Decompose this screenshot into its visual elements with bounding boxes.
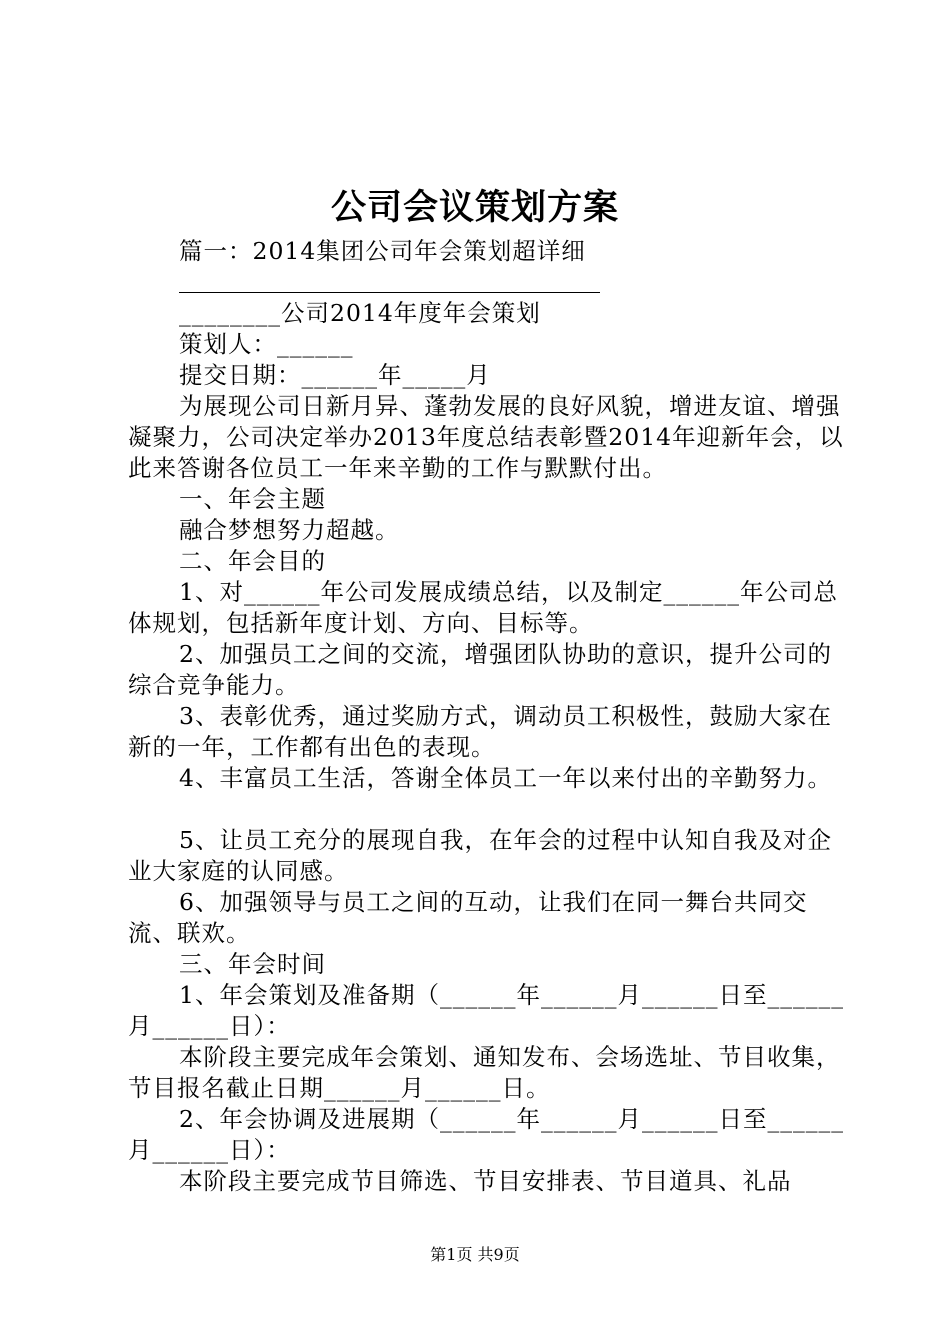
purpose-item-6: 6、加强领导与员工之间的互动，让我们在同一舞台共同交流、联欢。: [128, 888, 808, 947]
document-title: 公司会议策划方案: [330, 187, 619, 228]
section-heading-purpose: 二、年会目的: [179, 547, 326, 575]
purpose-item-3: 3、表彰优秀，通过奖励方式，调动员工积极性，鼓励大家在新的一年，工作都有出色的表现。: [128, 702, 832, 761]
purpose-item-2: 2、加强员工之间的交流，增强团队协助的意识，提升公司的综合竞争能力。: [128, 640, 832, 699]
paragraph-submit-date: 提交日期：______年_____月: [179, 361, 491, 389]
time-item-2-detail: 本阶段主要完成节目筛选、节目安排表、节目道具、礼品: [179, 1167, 792, 1195]
purpose-item-5: 5、让员工充分的展现自我，在年会的过程中认知自我及对企业大家庭的认同感。: [128, 826, 832, 885]
paragraph-subtitle: 篇一：2014集团公司年会策划超详细: [179, 237, 586, 265]
time-item-1-detail: 本阶段主要完成年会策划、通知发布、会场选址、节目收集，节目报名截止日期______月______日。: [128, 1043, 841, 1102]
page-number: 第1页 共9页: [430, 1245, 520, 1264]
paragraph-theme: 融合梦想努力超越。: [179, 516, 400, 544]
document-body: [128, 236, 848, 1197]
paragraph-planner: 策划人：______: [179, 330, 354, 358]
time-item-2: 2、年会协调及进展期（______年______月______日至______月______日）：: [128, 1105, 844, 1164]
time-item-1: 1、年会策划及准备期（______年______月______日至______月______日）：: [128, 981, 844, 1040]
purpose-item-1: 1、对______年公司发展成绩总结，以及制定______年公司总体规划，包括新年度计划、方向、目标等。: [128, 578, 838, 637]
purpose-item-4: 4、丰富员工生活，答谢全体员工一年以来付出的辛勤努力。: [179, 764, 832, 792]
paragraph-intro: 为展现公司日新月异、蓬勃发展的良好风貌，增进友谊、增强凝聚力，公司决定举办2013年度总结表彰暨2014年迎新年会，以此来答谢各位员工一年来辛勤的工作与默默付出。: [128, 392, 844, 482]
section-heading-theme: 一、年会主题: [179, 485, 326, 513]
paragraph-blank-line: [128, 794, 848, 825]
paragraph-plan-name: ________公司2014年度年会策划: [179, 299, 541, 327]
paragraph-blank-line: [128, 267, 848, 298]
section-heading-time: 三、年会时间: [179, 950, 326, 978]
